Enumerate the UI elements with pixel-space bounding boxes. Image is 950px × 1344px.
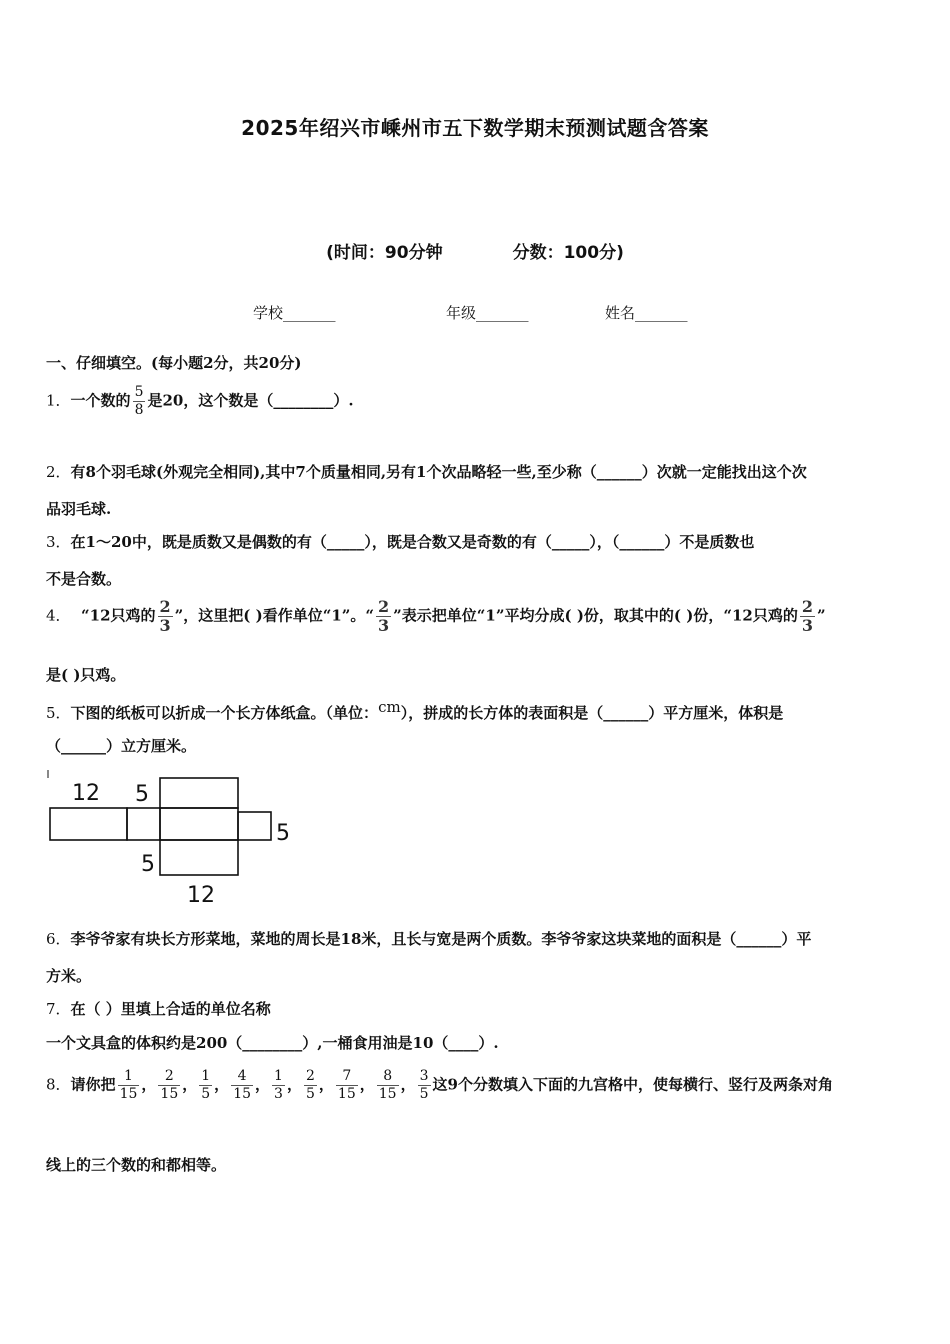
fraction: $\frac{2}{3}$ xyxy=(378,597,390,635)
question-number: 5． xyxy=(46,704,71,722)
question-3 xyxy=(46,531,754,552)
question-number: 7． xyxy=(46,1000,71,1018)
fraction: $\frac{1}{3}$ xyxy=(274,1068,283,1102)
net-face xyxy=(160,808,238,840)
q8-text-b: 这9个分数填入下面的九宫格中，使每横行、竖行及两条对角 xyxy=(432,1075,833,1094)
exam-info xyxy=(0,238,950,263)
label-5-bottom: 5 xyxy=(141,852,155,877)
fraction: $\frac{2}{15}$ xyxy=(160,1068,179,1102)
q1-text-b: 是20，这个数是（________）. xyxy=(147,391,354,410)
q5-text-line2: （______）立方厘米。 xyxy=(46,737,197,755)
question-number: 4． xyxy=(46,606,71,625)
net-face xyxy=(127,808,160,840)
q7-text-line1: 在（ ）里填上合适的单位名称 xyxy=(70,1000,271,1018)
unit-cm: cm xyxy=(378,698,401,716)
net-face xyxy=(50,808,127,840)
q5-text-b: ），拼成的长方体的表面积是（______）平方厘米，体积是 xyxy=(400,704,784,722)
q3-text-line2: 不是合数。 xyxy=(46,570,122,588)
q1-text-a: 一个数的 xyxy=(70,391,131,410)
q6-text-line2: 方米。 xyxy=(46,967,92,985)
q6-text-line1: 李爷爷家有块长方形菜地，菜地的周长是18米，且长与宽是两个质数。李爷爷家这块菜地的面积是（______）平 xyxy=(70,930,812,948)
q4-text-c: ”表示把单位“1”平均分成( )份，取其中的( )份，“12只鸡的 xyxy=(393,606,798,625)
name-field[interactable]: 姓名_______ xyxy=(605,304,688,322)
question-1 xyxy=(46,384,354,419)
q4-text-line2: 是( )只鸡。 xyxy=(46,666,126,684)
fraction: $\frac{4}{15}$ xyxy=(233,1068,252,1102)
score-label: 分数：100分) xyxy=(512,243,624,263)
question-4 xyxy=(46,598,826,635)
box-net-figure xyxy=(44,768,304,910)
time-label: (时间：90分钟 xyxy=(326,243,443,263)
fraction: $\frac{1}{15}$ xyxy=(119,1068,138,1102)
question-8: 8．请你把 $\frac{1}{15}$ ， $\frac{2}{15}$ ， $\frac{1}{5}$ ， $\frac{4}{15}$ ， $\frac{1}{3}$ ， $\frac{2}{5}$ ， $\frac{7}{15}$ ， $\frac{8}{15}$ ， $\frac{3}{5}$ 这9个分数填入下面的九宫格中，使每横行、竖行及两条对角 xyxy=(46,1068,833,1102)
label-12-bottom: 12 xyxy=(187,883,215,908)
school-field[interactable]: 学校_______ xyxy=(253,304,336,322)
label-5-top: 5 xyxy=(135,782,149,807)
net-face xyxy=(160,840,238,875)
q2-text-line2: 品羽毛球. xyxy=(46,500,112,518)
q8-text-a: 请你把 xyxy=(70,1075,116,1094)
document-title: 2025年绍兴市嵊州市五下数学期末预测试题含答案 xyxy=(241,116,709,140)
fraction: $\frac{2}{5}$ xyxy=(305,1068,315,1102)
question-number: 1． xyxy=(46,391,71,410)
fraction: $\frac{7}{15}$ xyxy=(337,1068,356,1102)
net-face xyxy=(160,778,238,808)
net-face xyxy=(238,812,271,840)
label-5-right: 5 xyxy=(276,821,290,846)
q2-text-line1: 有8个羽毛球(外观完全相同),其中7个质量相同,另有1个次品略轻一些,至少称（______）次就一定能找出这个次 xyxy=(70,463,807,481)
fraction: $\frac{2}{3}$ xyxy=(801,597,813,635)
question-7 xyxy=(46,998,271,1019)
fraction: $\frac{8}{15}$ xyxy=(378,1068,397,1102)
question-number: 2． xyxy=(46,463,71,481)
q4-text-a: “12只鸡的 xyxy=(81,606,156,625)
question-number: 3． xyxy=(46,533,71,551)
grade-field[interactable]: 年级_______ xyxy=(446,304,529,322)
question-5 xyxy=(46,698,783,723)
label-12-top: 12 xyxy=(72,781,100,806)
q4-text-d: ” xyxy=(816,606,826,625)
fraction: $\frac{3}{5}$ xyxy=(419,1068,429,1102)
question-number: 6． xyxy=(46,930,71,948)
question-6 xyxy=(46,928,811,949)
q3-text-line1: 在1～20中，既是质数又是偶数的有（_____），既是合数又是奇数的有（_____），（______）不是质数也 xyxy=(70,533,755,551)
q5-text-a: 下图的纸板可以折成一个长方体纸盒。（单位： xyxy=(70,704,379,722)
question-2 xyxy=(46,461,807,482)
q7-text-line2: 一个文具盒的体积约是200（________）,一桶食用油是10（____）. xyxy=(46,1034,499,1052)
question-number: 8． xyxy=(46,1075,71,1094)
section-heading: 一、仔细填空。(每小题2分，共20分) xyxy=(46,354,302,372)
q4-text-b: ”，这里把( )看作单位“1”。“ xyxy=(174,606,375,625)
fraction: $\frac{1}{5}$ xyxy=(201,1068,211,1102)
fraction: $\frac{5}{8}$ xyxy=(134,384,144,418)
fraction: $\frac{2}{3}$ xyxy=(159,597,171,635)
q8-text-line2: 线上的三个数的和都相等。 xyxy=(46,1156,227,1174)
